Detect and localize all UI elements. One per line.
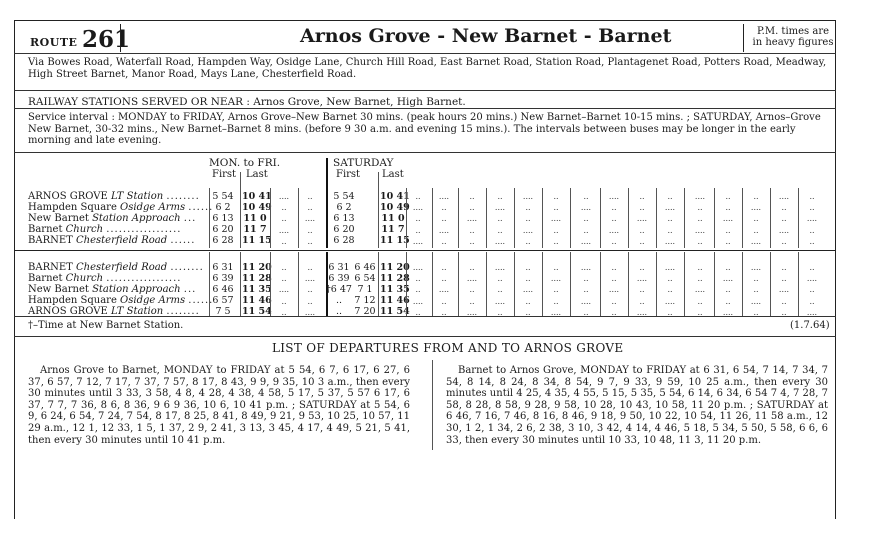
sat-first-label: First (336, 169, 361, 180)
grid-line (298, 188, 299, 248)
departures-to-barnet: Arnos Grove to Barnet, MONDAY to FRIDAY at 5 54, 6 7, 6 17, 6 27, 6 37, 6 57, 7 12, 7 17, 7 37, 7 57, 8 17, 8 43, 9 9, 9 35, 10 3 a.m., then every 30 minutes until 3 33, 3 58, 4 8, 4 28, 4 38, 4 58, 5 17, 5 37, 5 57 6 17, 6 37, 7 7, 7 36, 8 6, 8 36, 9 6 9 36, 10 6, 10 41 p.m. ; SATURDAY at 5 54, 6 9, 6 24, 6 54, 7 24, 7 54, 8 17, 8 25, 8 41, 8 49, 9 21, 9 53, 10 25, 10 57, 11 29 a.m., 12 1, 12 33, 1 5, 1 37, 2 9, 2 41, 3 13, 3 45, 4 17, 4 49, 5 21, 5 41, then every 30 minutes until 10 41 p.m. (28, 365, 410, 446)
time-cell: 6 2 (215, 202, 231, 213)
empty-time-column: .... .. .. .... .. (522, 192, 534, 246)
inbound-stop: ARNOS GROVE LT Station ........ (28, 306, 200, 317)
grid-line (770, 252, 771, 316)
header-rule (14, 53, 836, 54)
mf-first-label: First (212, 169, 237, 180)
sat-last-label: Last (382, 169, 404, 180)
time-cell: 6 39 (212, 273, 234, 284)
empty-time-column: .. .. .... .. .. (304, 192, 316, 246)
time-cell: 6 57 (212, 295, 234, 306)
grid-line (209, 188, 210, 248)
time-cell: 10 41 (242, 191, 272, 202)
inbound-stop: Hampden Square Osidge Arms ...... (28, 295, 214, 306)
time-cell: 11 54 (242, 306, 272, 317)
empty-time-column: .. .. .... .. .. (806, 192, 818, 246)
time-cell: 10 49 (242, 202, 272, 213)
time-cell: 6 13 (212, 213, 234, 224)
grid-line (209, 252, 210, 316)
empty-time-column: .... .. .. .... .. (750, 263, 762, 317)
saturday-heading: SATURDAY (333, 157, 394, 169)
empty-time-column: .. .. .... .. .. (636, 192, 648, 246)
empty-time-column: .. .... .. .. .... (304, 263, 316, 317)
grid-line (798, 252, 799, 316)
time-cell: 11 15 (380, 235, 410, 246)
time-cell: .. (335, 306, 343, 317)
outbound-stop: BARNET Chesterfield Road ...... (28, 235, 196, 246)
inbound-stop: BARNET Chesterfield Road ........ (28, 262, 204, 273)
empty-time-column: .. .... .. .. .... (750, 192, 762, 246)
inbound-mf-first-col (210, 262, 236, 317)
time-cell: 6 39 (328, 273, 350, 284)
pm-divider (743, 24, 744, 52)
empty-time-column: .. .. .... .. .. (466, 192, 478, 246)
empty-time-column: .... .. .. .... .. (778, 192, 790, 246)
time-cell: 11 28 (380, 273, 410, 284)
empty-time-column: .. .. .... .. .. (694, 263, 706, 317)
time-cell: 11 54 (380, 306, 410, 317)
grid-line (600, 252, 601, 316)
grid-line (570, 188, 571, 248)
timetable-bottom-rule (14, 316, 836, 317)
time-cell: 11 7 (243, 224, 267, 235)
grid-line (684, 252, 685, 316)
outbound-mf-last-col (242, 191, 272, 246)
inbound-sat-first-a-col (326, 262, 352, 317)
empty-time-column: .. .... .. .. .... (412, 192, 424, 246)
time-cell: 6 13 (333, 213, 355, 224)
outbound-stop: Hampden Square Osidge Arms ...... (28, 202, 214, 213)
empty-time-column: .. .... .. .. .... (494, 192, 506, 246)
empty-time-column: .... .. .. .... .. (494, 263, 506, 317)
grid-line (570, 252, 571, 316)
grid-line (684, 188, 685, 248)
railway-rule (14, 108, 836, 109)
grid-line (326, 252, 328, 316)
grid-line (406, 252, 407, 316)
grid-line (270, 252, 271, 316)
inbound-sat-last-col (380, 262, 410, 317)
grid-line (458, 252, 459, 316)
time-cell: 6 46 (354, 262, 376, 273)
time-cell: 11 0 (243, 213, 267, 224)
grid-line (656, 188, 657, 248)
inbound-sat-first-b-col (352, 262, 378, 317)
time-cell: 7 1 (357, 284, 373, 295)
grid-line (742, 188, 743, 248)
departures-divider (432, 360, 433, 450)
grid-line (714, 188, 715, 248)
time-cell: 6 2 (336, 202, 352, 213)
empty-time-column: .. .... .. .. .... (466, 263, 478, 317)
time-cell: 6 31 (212, 262, 234, 273)
empty-time-column: .. .... .. .. .... (550, 263, 562, 317)
outbound-stop: Barnet Church .................. (28, 224, 182, 235)
time-cell: 11 7 (381, 224, 405, 235)
time-cell: 7 20 (354, 306, 376, 317)
grid-line (656, 252, 657, 316)
outbound-stop: ARNOS GROVE LT Station ........ (28, 191, 200, 202)
grid-line (432, 252, 433, 316)
empty-time-column: .. .. .... .. .. (778, 263, 790, 317)
via-route-description: Via Bowes Road, Waterfall Road, Hampden Way, Osidge Lane, Church Hill Road, East Barnet Road, Station Road, Plantagenet Road, Potters Road, Meadway, High Street Barnet, Manor Road, Mays Lane, Chesterfield Road. (28, 57, 827, 80)
empty-time-column: .. .. .... .. .. (722, 192, 734, 246)
time-cell: 7 5 (215, 306, 231, 317)
outbound-stop: New Barnet Station Approach ... (28, 213, 197, 224)
time-cell: 6 46 (212, 284, 234, 295)
empty-time-column: .. .. .... .. .. (522, 263, 534, 317)
time-cell: 11 15 (242, 235, 272, 246)
time-cell: 5 54 (212, 191, 234, 202)
time-cell: 5 54 (333, 191, 355, 202)
mf-last-label: Last (246, 169, 268, 180)
empty-time-column: .... .. .. .... .. (608, 192, 620, 246)
via-rule (14, 90, 836, 91)
empty-time-column: .. .. .... .. .. (278, 263, 290, 317)
grid-line (298, 252, 299, 316)
grid-line (628, 188, 629, 248)
outbound-sat-last-col (380, 191, 410, 246)
pm-note-line2: in heavy figures (752, 37, 834, 48)
grid-line (406, 188, 407, 248)
empty-time-column: .... .. .. .... .. (278, 192, 290, 246)
grid-line (542, 252, 543, 316)
grid-line (770, 188, 771, 248)
time-cell: 11 28 (242, 273, 272, 284)
grid-line (378, 172, 379, 188)
empty-time-column: .. .. .... .. .. (608, 263, 620, 317)
service-interval: Service interval : MONDAY to FRIDAY, Arnos Grove–New Barnet 30 mins. (peak hours 20 mins.) New Barnet–Barnet 10-15 mins. ; SATURDAY, Arnos–Grove New Barnet, 30-32 mins., New Barnet–Barnet 8 mins. (before 9 30 a.m. and evening 15 mins.). The intervals between buses may be longer in the early morning and late evening. (28, 112, 821, 146)
time-cell: 10 41 (380, 191, 410, 202)
outbound-mf-first-col (210, 191, 236, 246)
inbound-stop: Barnet Church .................. (28, 273, 182, 284)
grid-line (240, 172, 241, 188)
footnote-rule (14, 336, 836, 337)
route-divider (120, 24, 121, 52)
time-cell: 11 20 (242, 262, 272, 273)
time-cell: 11 46 (242, 295, 272, 306)
empty-time-column: .... .. .. .... .. (664, 263, 676, 317)
timetable-section-rule (14, 250, 836, 251)
railway-stations: RAILWAY STATIONS SERVED OR NEAR : Arnos Grove, New Barnet, High Barnet. (28, 96, 466, 108)
empty-time-column: .. .... .. .. .... (722, 263, 734, 317)
empty-time-column: .. .... .. .. .... (580, 192, 592, 246)
grid-line (378, 252, 379, 316)
time-cell: 11 0 (381, 213, 405, 224)
grid-line (714, 252, 715, 316)
time-cell: †6 47 (326, 284, 352, 295)
empty-time-column: .... .. .. .... .. (412, 263, 424, 317)
time-cell: 6 20 (212, 224, 234, 235)
empty-time-column: .... .. .. .... .. (438, 192, 450, 246)
grid-line (514, 188, 515, 248)
time-cell: 10 49 (380, 202, 410, 213)
empty-time-column: .... .. .. .... .. (580, 263, 592, 317)
grid-line (542, 188, 543, 248)
empty-time-column: .. .... .. .. .... (636, 263, 648, 317)
pm-note-line1: P.M. times are (756, 26, 830, 37)
grid-line (486, 188, 487, 248)
empty-time-column: .. .... .. .. .... (664, 192, 676, 246)
time-cell: 6 31 (328, 262, 350, 273)
service-rule (14, 152, 836, 153)
page-title: Arnos Grove - New Barnet - Barnet (300, 25, 672, 47)
time-cell: 11 20 (380, 262, 410, 273)
time-cell: .. (335, 295, 343, 306)
grid-line (378, 188, 379, 248)
inbound-stop: New Barnet Station Approach ... (28, 284, 197, 295)
grid-line (432, 188, 433, 248)
departures-from-barnet: Barnet to Arnos Grove, MONDAY to FRIDAY at 6 31, 6 54, 7 14, 7 34, 7 54, 8 14, 8 24, 8 34, 8 54, 9 7, 9 33, 9 59, 10 25 a.m., then every 30 minutes until 4 25, 4 35, 4 55, 5 15, 5 35, 5 54, 6 14, 6 34, 6 54 7 4, 7 28, 7 58, 8 28, 8 58, 9 28, 9 58, 10 28, 10 43, 10 58, 11 20 p.m. ; SATURDAY at 6 46, 7 16, 7 46, 8 16, 8 46, 9 18, 9 50, 10 22, 10 54, 11 26, 11 58 a.m., 12 30, 1 2, 1 34, 2 6, 2 38, 3 10, 3 42, 4 14, 4 46, 5 18, 5 34, 5 50, 5 58, 6 6, 6 33, then every 30 minutes until 10 33, 10 48, 11 3, 11 20 p.m. (446, 365, 828, 446)
time-cell: 6 28 (333, 235, 355, 246)
route-label: ROUTE (30, 36, 78, 49)
grid-line (326, 158, 328, 248)
reference-code: (1.7.64) (790, 320, 830, 331)
empty-time-column: .. .... .. .. .... (806, 263, 818, 317)
time-cell: 6 20 (333, 224, 355, 235)
grid-line (514, 252, 515, 316)
time-cell: 11 46 (380, 295, 410, 306)
grid-line (270, 188, 271, 248)
grid-line (458, 188, 459, 248)
grid-line (798, 188, 799, 248)
departures-title: LIST OF DEPARTURES FROM AND TO ARNOS GROVE (272, 341, 624, 355)
grid-line (600, 188, 601, 248)
grid-line (240, 252, 241, 316)
time-cell: 6 28 (212, 235, 234, 246)
empty-time-column: .. .. .... .. .. (550, 192, 562, 246)
outbound-sat-first-col (331, 191, 357, 246)
grid-line (628, 252, 629, 316)
time-cell: 11 35 (242, 284, 272, 295)
time-cell: 6 54 (354, 273, 376, 284)
footnote: †–Time at New Barnet Station. (28, 320, 184, 331)
grid-line (486, 252, 487, 316)
empty-time-column: .... .. .. .... .. (694, 192, 706, 246)
time-cell: 11 35 (380, 284, 410, 295)
grid-line (240, 188, 241, 248)
empty-time-column: .. .. .... .. .. (438, 263, 450, 317)
grid-line (742, 252, 743, 316)
mon-fri-heading: MON. to FRI. (209, 157, 281, 169)
route-number: 261 (82, 26, 131, 53)
inbound-mf-last-col (242, 262, 272, 317)
time-cell: 7 12 (354, 295, 376, 306)
pm-note (748, 26, 838, 48)
